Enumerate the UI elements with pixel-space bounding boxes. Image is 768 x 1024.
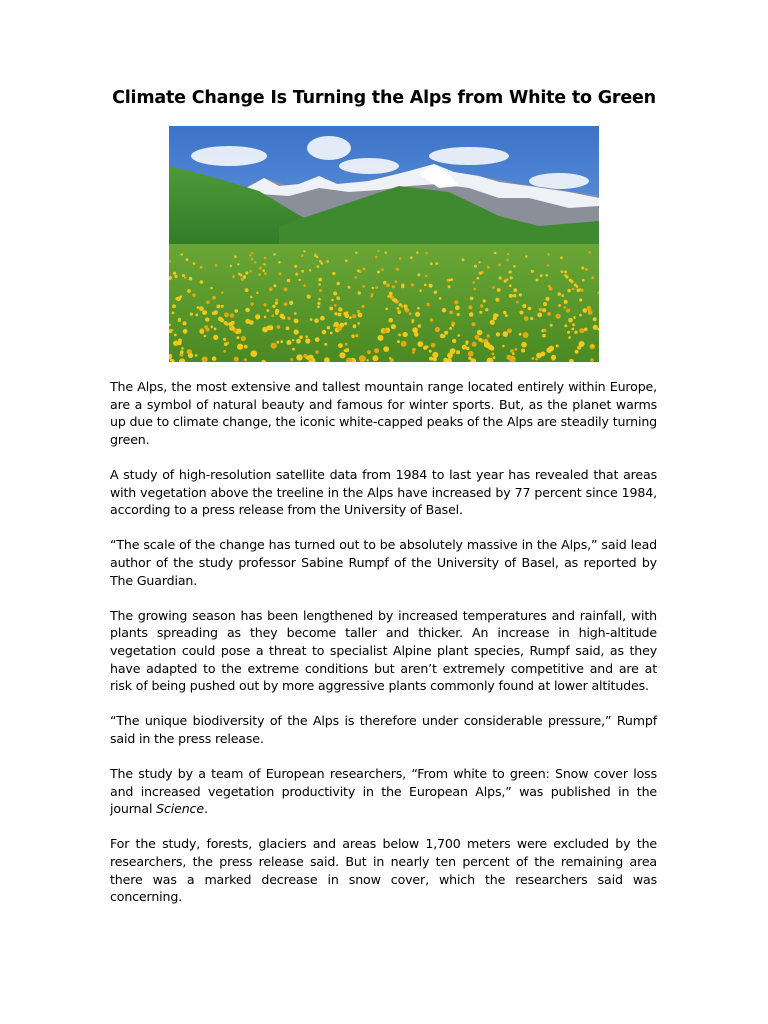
- photo-illustration: [169, 126, 599, 362]
- journal-name: Science: [156, 801, 204, 817]
- meadow: [169, 244, 599, 362]
- article-body: [110, 378, 657, 923]
- paragraph-1: The Alps, the most extensive and tallest mountain range located entirely within Europe, are a symbol of natural beauty and famous for winter sports. But, as the planet warms up due to climate change, the iconic white-capped peaks of the Alps are steadily turning green.: [110, 379, 657, 447]
- paragraph-5: “The unique biodiversity of the Alps is therefore under considerable pressure,” Rumpf said in the press release.: [110, 713, 657, 746]
- alpine-meadow-photo: [169, 126, 599, 362]
- paragraph-7: For the study, forests, glaciers and areas below 1,700 meters were excluded by the researchers, the press release said. But in nearly ten percent of the remaining area there was a marked decrease in snow cover, which the researchers said was concerning.: [110, 836, 657, 905]
- paragraph-6: [110, 765, 657, 818]
- paragraph-4: The growing season has been lengthened by increased temperatures and rainfall, with plants spreading as they become taller and thicker. An increase in high-altitude vegetation could pose a threat to specialist Alpine plant species, Rumpf said, as they have adapted to the extreme conditions but aren’t extremely competitive and are at risk of being pushed out by more aggressive plants commonly found at lower altitudes.: [110, 607, 657, 694]
- paragraph-6-end: .: [203, 801, 208, 817]
- paragraph-6-text: The study by a team of European researchers, “From white to green: Snow cover loss and increased vegetation productivity in the European Alps,” was published in the journal: [110, 766, 657, 817]
- paragraph-2: A study of high-resolution satellite data from 1984 to last year has revealed that areas with vegetation above the treeline in the Alps have increased by 77 percent since 1984, according to a press release from the University of Basel.: [110, 466, 657, 518]
- article-title: Climate Change Is Turning the Alps from White to Green: [112, 88, 656, 108]
- paragraph-3: “The scale of the change has turned out to be absolutely massive in the Alps,” said lead author of the study professor Sabine Rumpf of the University of Basel, as reported by The Guardian.: [110, 537, 657, 588]
